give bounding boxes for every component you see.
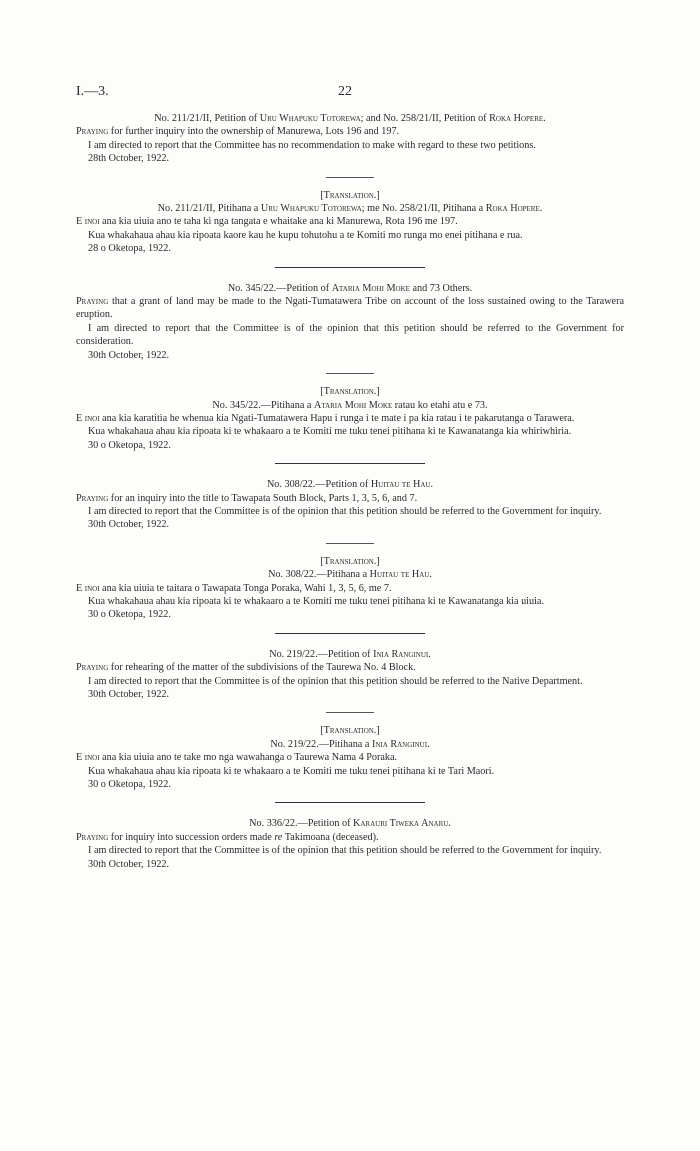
text-run: ana kia karatitia he whenua kia Ngati-Tumatawera Hapu i runga i te mate i pa kia ratau i te pakarutanga o Tarawera. <box>99 412 575 424</box>
document-reference: I.—3. <box>76 84 109 99</box>
petition-heading <box>76 399 624 412</box>
petition-prayer <box>76 831 624 844</box>
page-header <box>76 84 624 100</box>
text-run: No. 219/22.—Pitihana a <box>270 738 372 750</box>
petition-prayer <box>76 751 624 764</box>
petition-prayer <box>76 125 624 138</box>
text-run: for further inquiry into the ownership of Manurewa, Lots 196 and 197. <box>108 126 400 138</box>
text-run: No. 345/22.—Pitihana a <box>212 399 314 411</box>
committee-report: I am directed to report that the Committee is of the opinion that this petition should be referred to the Government for consideration. <box>76 322 624 348</box>
petition-heading <box>76 648 624 661</box>
document-body <box>76 112 624 871</box>
petition-heading <box>76 282 624 295</box>
small-caps-text: Ataria Mohi Moke <box>331 282 410 294</box>
petition-prayer <box>76 412 624 425</box>
text-run: ana kia uiuia te taitara o Tawapata Tonga Poraka, Wahi 1, 3, 5, 6, me 7. <box>99 582 392 594</box>
report-date: 30th October, 1922. <box>88 858 170 870</box>
small-caps-text: [Translation.] <box>320 189 380 201</box>
text-run: No. 219/22.—Petition of <box>269 648 374 660</box>
text-run: and 73 Others. <box>409 282 473 294</box>
small-caps-text: Praying <box>76 492 109 504</box>
petition-entry <box>76 478 624 532</box>
committee-report: I am directed to report that the Committee is of the opinion that this petition should be referred to the Native Department. <box>88 675 583 687</box>
report-date: 30th October, 1922. <box>88 349 170 361</box>
translation-label <box>76 385 624 398</box>
text-run: . <box>430 479 434 491</box>
text-run: . <box>543 113 546 124</box>
petition-prayer <box>76 215 624 228</box>
small-caps-text: Uru Whapuku Totorewa <box>259 113 361 124</box>
small-caps-text: E inoi <box>76 412 100 424</box>
text-run: . <box>448 818 451 830</box>
small-caps-text: Inia Ranginui <box>371 738 428 750</box>
committee-report: Kua whakahaua ahau kia ripoata ki te whakaaro a te Komiti me tuku tenei pitihana ki te Kawanatanga kia whiriwhiria. <box>88 426 572 438</box>
small-caps-text: [Translation.] <box>320 725 380 737</box>
report-date: 30 o Oketopa, 1922. <box>88 779 171 791</box>
text-run: Takimoana (deceased). <box>282 831 379 843</box>
text-run: ratau ko etahi atu e 73. <box>392 399 488 411</box>
small-caps-text: E inoi <box>76 582 100 594</box>
translation-entry <box>76 189 624 256</box>
text-run: for rehearing of the matter of the subdivisions of the Taurewa No. 4 Block. <box>108 662 416 674</box>
text-run: ; me No. 258/21/II, Pitihana a <box>361 203 486 215</box>
small-caps-text: [Translation.] <box>320 386 380 398</box>
petition-entry <box>76 282 624 362</box>
text-run: . <box>427 738 430 750</box>
translation-entry <box>76 385 624 452</box>
small-caps-text: Roka Hopere <box>485 203 540 215</box>
small-caps-text: [Translation.] <box>320 555 380 567</box>
petition-heading <box>76 568 624 581</box>
petition-heading <box>76 738 624 751</box>
petition-entry <box>76 817 624 871</box>
small-caps-text: Roka Hopere <box>489 113 544 124</box>
text-run: No. 345/22.—Petition of <box>227 282 332 294</box>
report-date: 28 o Oketopa, 1922. <box>88 243 171 255</box>
petition-entry <box>76 648 624 702</box>
text-run: for inquiry into succession orders made <box>108 831 275 843</box>
committee-report: I am directed to report that the Committee has no recommendation to make with regard to these two petitions. <box>88 139 536 151</box>
small-caps-text: Praying <box>76 126 109 138</box>
small-caps-text: Praying <box>76 662 109 674</box>
text-run: that a grant of land may be made to the Ngati-Tumatawera Tribe on account of the loss sustained owing to the Tarawera eruption. <box>76 296 624 321</box>
report-date: 30th October, 1922. <box>88 689 170 700</box>
text-run: No. 211/21/II, Petition of <box>154 113 260 124</box>
translation-label <box>76 555 624 568</box>
committee-report: I am directed to report that the Committee is of the opinion that this petition should be referred to the Government for inquiry. <box>88 845 602 857</box>
report-date: 28th October, 1922. <box>88 153 170 165</box>
text-run: ; and No. 258/21/II, Petition of <box>360 113 490 124</box>
committee-report: Kua whakahaua ahau kia ripoata kaore kau he kupu tohutohu a te Komiti mo runga mo enei pitihana e rua. <box>88 229 523 241</box>
small-caps-text: Uru Whapuku Totorewa <box>260 203 362 215</box>
petition-entry <box>76 112 624 166</box>
small-caps-text: Praying <box>76 831 109 843</box>
translation-entry <box>76 724 624 791</box>
translation-label <box>76 189 624 202</box>
petition-prayer <box>76 661 624 674</box>
committee-report: Kua whakahaua ahau kia ripoata ki te whakaaro a te Komiti me tuku tenei pitihana ki te Tari Maori. <box>88 765 495 777</box>
small-caps-text: Huitau te Hau <box>370 479 431 491</box>
translation-entry <box>76 555 624 622</box>
text-run: . <box>429 569 432 581</box>
text-run: for an inquiry into the title to Tawapata South Block, Parts 1, 3, 5, 6, and 7. <box>108 492 418 504</box>
text-run: No. 211/21/II, Pitihana a <box>157 203 261 215</box>
small-caps-text: Inia Ranginui <box>373 648 429 660</box>
small-caps-text: Huitau te Hau <box>369 569 430 581</box>
text-run: ana kia uiuia ano te take mo nga wawahanga o Taurewa Nama 4 Poraka. <box>99 752 398 764</box>
report-date: 30th October, 1922. <box>88 519 170 531</box>
committee-report: Kua whakahaua ahau kia ripoata ki te whakaaro a te Komiti me tuku tenei pitihana ki te Kawanatanga kia uiuia. <box>88 595 545 607</box>
small-caps-text: E inoi <box>76 216 100 228</box>
small-caps-text: Ataria Mohi Moke <box>314 399 393 411</box>
petition-heading <box>76 817 624 830</box>
text-run: No. 336/22.—Petition of <box>249 818 354 830</box>
text-run: ana kia uiuia ano te taha ki nga tangata e whaitake ana ki Manurewa, Rota 196 me 197. <box>99 216 458 228</box>
text-run: . <box>539 203 543 215</box>
small-caps-text: E inoi <box>76 752 100 764</box>
petition-heading <box>76 112 624 125</box>
petition-heading <box>76 202 624 215</box>
committee-report: I am directed to report that the Committee is of the opinion that this petition should be referred to the Government for inquiry. <box>88 505 602 517</box>
text-run: No. 308/22.—Petition of <box>266 479 371 491</box>
small-caps-text: Praying <box>76 296 109 308</box>
text-run: re <box>274 831 283 843</box>
translation-label <box>76 724 624 737</box>
petition-prayer <box>76 582 624 595</box>
petition-prayer <box>76 492 624 505</box>
page-number: 22 <box>338 84 352 99</box>
petition-heading <box>76 478 624 491</box>
text-run: . <box>428 648 431 660</box>
petition-prayer <box>76 295 624 322</box>
report-date: 30 o Oketopa, 1922. <box>88 439 171 451</box>
text-run: No. 308/22.—Pitihana a <box>268 569 370 581</box>
small-caps-text: Karauri Tiweka Anaru <box>353 818 449 830</box>
report-date: 30 o Oketopa, 1922. <box>88 609 171 621</box>
